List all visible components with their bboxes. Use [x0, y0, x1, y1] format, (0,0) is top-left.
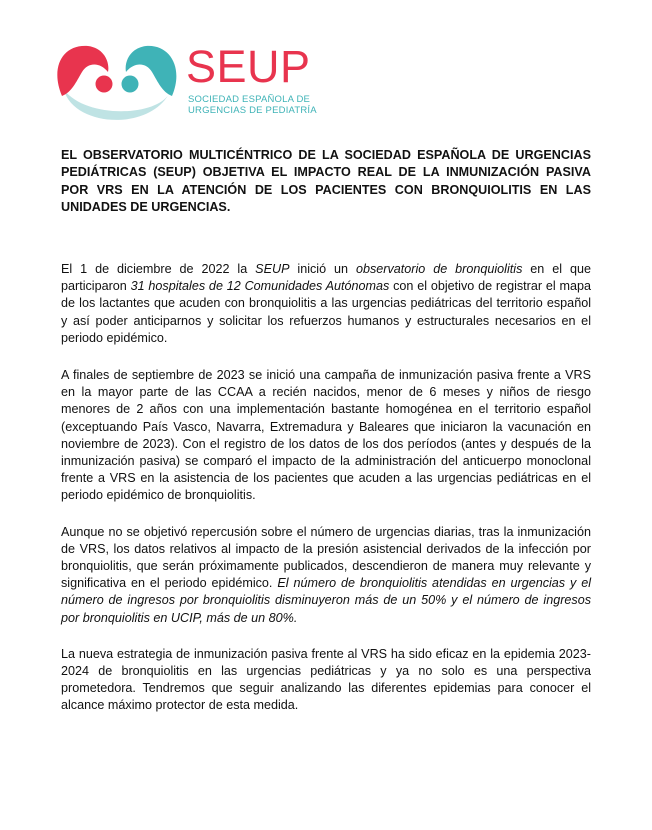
brand-tagline	[188, 94, 317, 116]
paragraph-4: La nueva estrategia de inmunización pasiva frente al VRS ha sido eficaz en la epidemia 2023-2024 de bronquiolitis en las urgencias pediátricas y ya no solo es una perspectiva prometedora. Tendremos que seguir analizando las diferentes epidemias para conocer el alcance máximo protector de esta medida.	[61, 646, 591, 713]
p1-italic-3: 31 hospitales de 12 Comunidades Autónomas	[130, 279, 390, 294]
p1-text-3: en el que participaron	[61, 262, 591, 294]
p3-italic-1: El número de bronquiolitis atendidas en urgencias y el número de ingresos por bronquiolitis disminuyeron más de un 50% y el número de ingresos por bronquiolitis en UCIP, más de un 80%.	[61, 576, 591, 625]
p1-italic-2: observatorio de bronquiolitis	[355, 262, 523, 276]
seup-logo	[52, 32, 352, 132]
paragraph-2: A finales de septiembre de 2023 se inició una campaña de inmunización pasiva frente a VRS en la mayor parte de las CCAA a recién nacidos, menor de 6 meses y niños de riesgo menores de 2 años con una implementación bastante homogénea en el territorio español (exceptuando País Vasco, Navarra, Extremadura y Baleares que iniciaron la vacunación en noviembre de 2023). Con el registro de los datos de los dos períodos (antes y después de la inmunización pasiva) se comparó el impacto de la administración del anticuerpo monoclonal frente a VRS en la asistencia de los pacientes que acuden a las urgencias pediátricas en el periodo epidémico de bronquiolitis.	[61, 368, 591, 503]
brand-name: SEUP	[186, 41, 311, 92]
press-headline: EL OBSERVATORIO MULTICÉNTRICO DE LA SOCIEDAD ESPAÑOLA DE URGENCIAS PEDIÁTRICAS (SEUP) OBJETIVA EL IMPACTO REAL DE LA INMUNIZACIÓN PASIVA POR VRS EN LA ATENCIÓN DE LOS PACIENTES CON BRONQUIOLITIS EN LAS UNIDADES DE URGENCIAS.	[61, 148, 591, 214]
p1-italic-1: SEUP	[255, 262, 290, 276]
p1-text-1: El 1 de diciembre de 2022 la	[61, 262, 256, 276]
p1-text-2: inició un	[289, 262, 356, 276]
paragraph-3	[61, 524, 591, 627]
press-body	[61, 261, 591, 715]
tagline-line-2: URGENCIAS DE PEDIATRÍA	[188, 105, 317, 116]
seup-heart-people-icon	[52, 32, 182, 132]
tagline-line-1: SOCIEDAD ESPAÑOLA DE	[188, 94, 311, 105]
p3-text-1: Aunque no se objetivó repercusión sobre el número de urgencias diarias, tras la inmunización de VRS, los datos relativos al impacto de la presión asistencial derivados de la infección por bronquiolitis, que serán próximamente publicados, descendieron de manera muy relevante y significativa en el periodo epidémico.	[61, 524, 591, 591]
paragraph-1	[61, 261, 591, 347]
p1-text-4: con el objetivo de registrar el mapa de los lactantes que acuden con bronquiolitis a las urgencias pediátricas del territorio español y así poder anticiparnos y solicitar los refuerzos humanos y estructurales necesarios en el periodo epidémico.	[61, 279, 591, 345]
